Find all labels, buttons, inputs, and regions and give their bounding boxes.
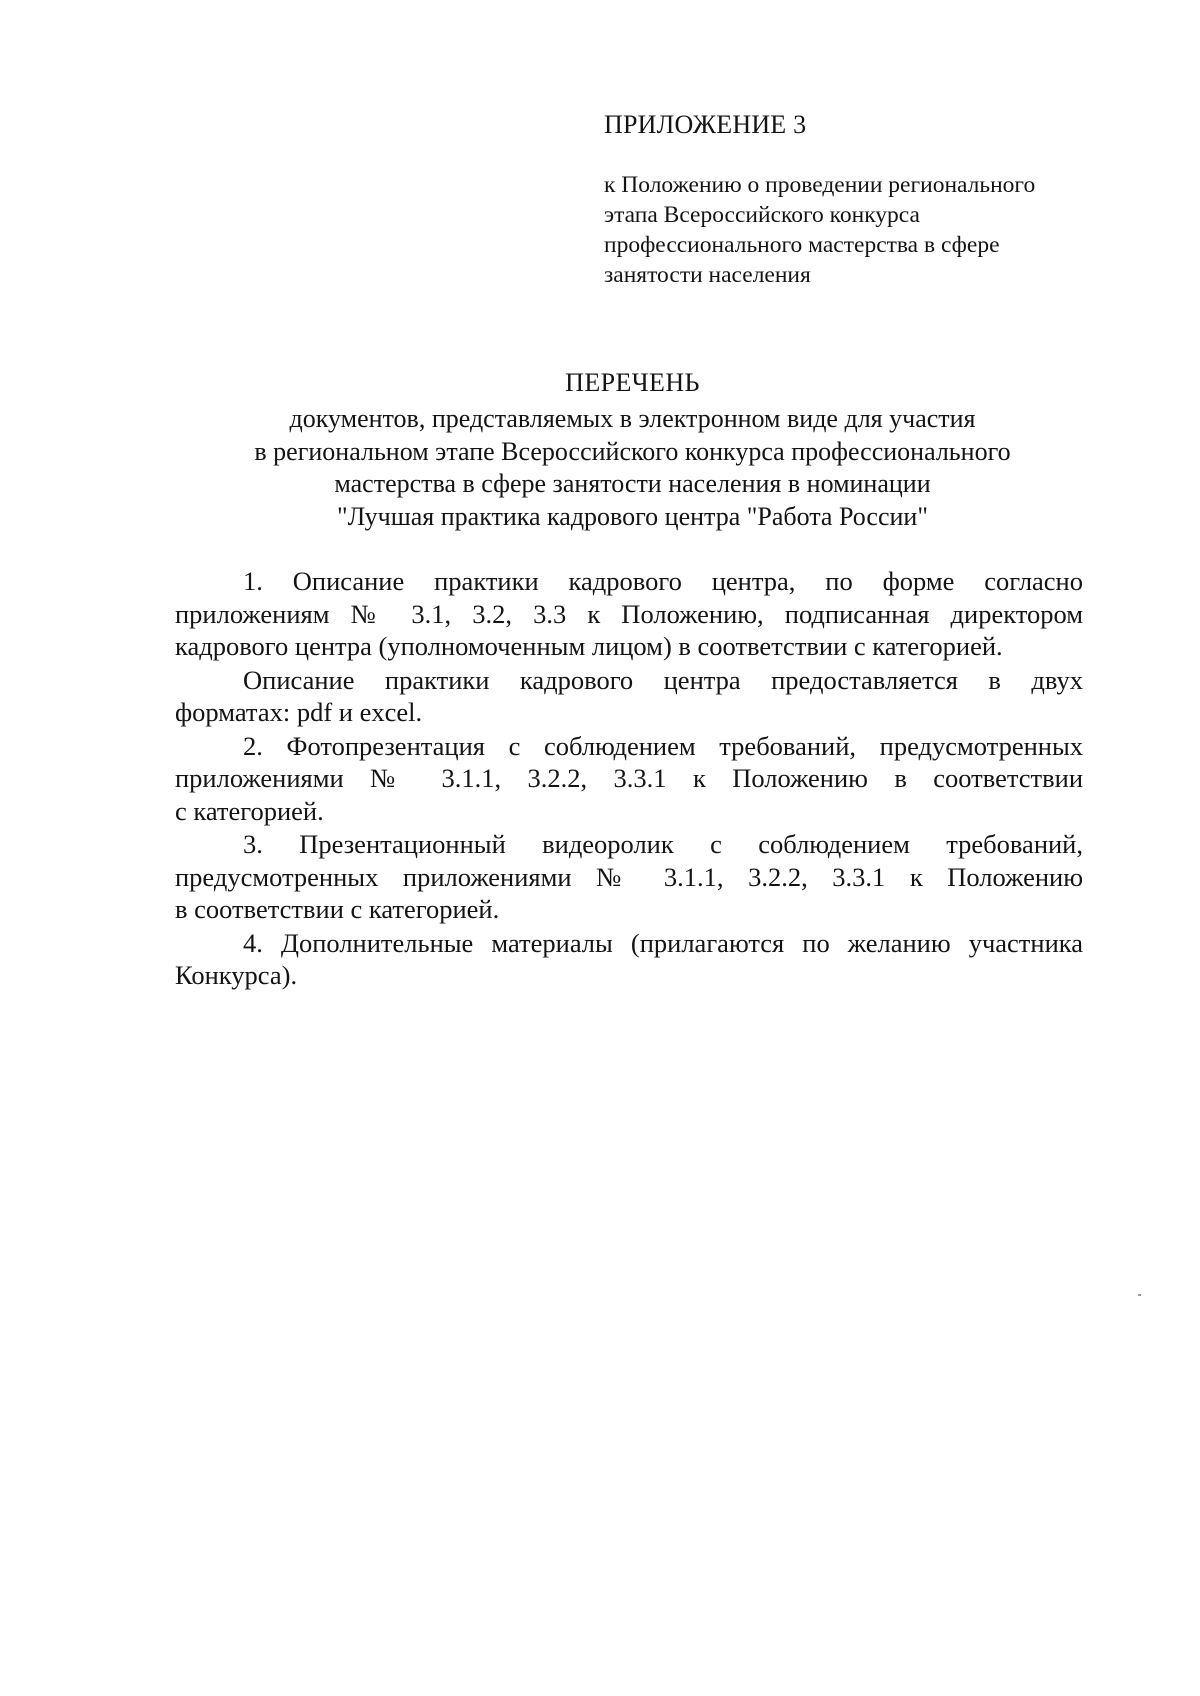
appendix-subtitle-line: к Положению о проведении регионального — [604, 172, 1036, 198]
document-body — [175, 565, 1083, 992]
paragraph-line: предусмотренных приложениями № 3.1.1, 3.2.2, 3.3.1 к Положению — [175, 861, 1083, 892]
heading-description-line: "Лучшая практика кадрового центра "Работа России" — [337, 501, 928, 531]
paragraph-line: Описание практики кадрового центра предоставляется в двух — [243, 664, 1083, 695]
appendix-subtitle-line: занятости населения — [604, 262, 811, 288]
appendix-header — [604, 108, 1104, 290]
heading-description-line: в региональном этапе Всероссийского конкурса профессионального — [254, 436, 1011, 466]
appendix-subtitle-line: профессионального мастерства в сфере — [604, 232, 1000, 258]
paragraph-line: 4. Дополнительные материалы (прилагаются по желанию участника — [243, 927, 1083, 958]
paragraph-line: приложениям № 3.1, 3.2, 3.3 к Положению, подписанная директором — [175, 598, 1083, 629]
paragraph-line: с категорией. — [175, 795, 324, 826]
heading-description — [150, 403, 1115, 533]
paragraph-line: 3. Презентационный видеоролик с соблюдением требований, — [243, 829, 1083, 859]
paragraph-line: кадрового центра (уполномоченным лицом) в соответствии с категорией. — [175, 631, 1003, 661]
paragraph-line: 1. Описание практики кадрового центра, по форме согласно — [243, 566, 1083, 596]
scan-speck — [1138, 1294, 1141, 1296]
paragraph-line: форматах: pdf и excel. — [175, 697, 423, 727]
list-item-3 — [175, 828, 1083, 926]
paragraph-line: приложениями № 3.1.1, 3.2.2, 3.3.1 к Положению в соответствии — [175, 763, 1083, 793]
paragraph-line: 2. Фотопрезентация с соблюдением требований, предусмотренных — [243, 730, 1083, 761]
heading-description-line: документов, представляемых в электронном виде для участия — [289, 404, 976, 433]
heading-title: ПЕРЕЧЕНЬ — [565, 368, 700, 397]
paragraph-line: Конкурса). — [175, 960, 298, 990]
document-heading — [150, 367, 1115, 533]
list-item-2 — [175, 730, 1083, 828]
list-item-4 — [175, 927, 1083, 992]
list-item-1-note — [175, 664, 1083, 729]
list-item-1 — [175, 565, 1083, 663]
paragraph-line: в соответствии с категорией. — [175, 894, 500, 924]
appendix-subtitle-line: этапа Всероссийского конкурса — [604, 202, 920, 228]
appendix-subtitle — [604, 170, 1104, 290]
heading-description-line: мастерства в сфере занятости населения в номинации — [334, 469, 931, 498]
appendix-title: ПРИЛОЖЕНИЕ 3 — [604, 110, 807, 139]
